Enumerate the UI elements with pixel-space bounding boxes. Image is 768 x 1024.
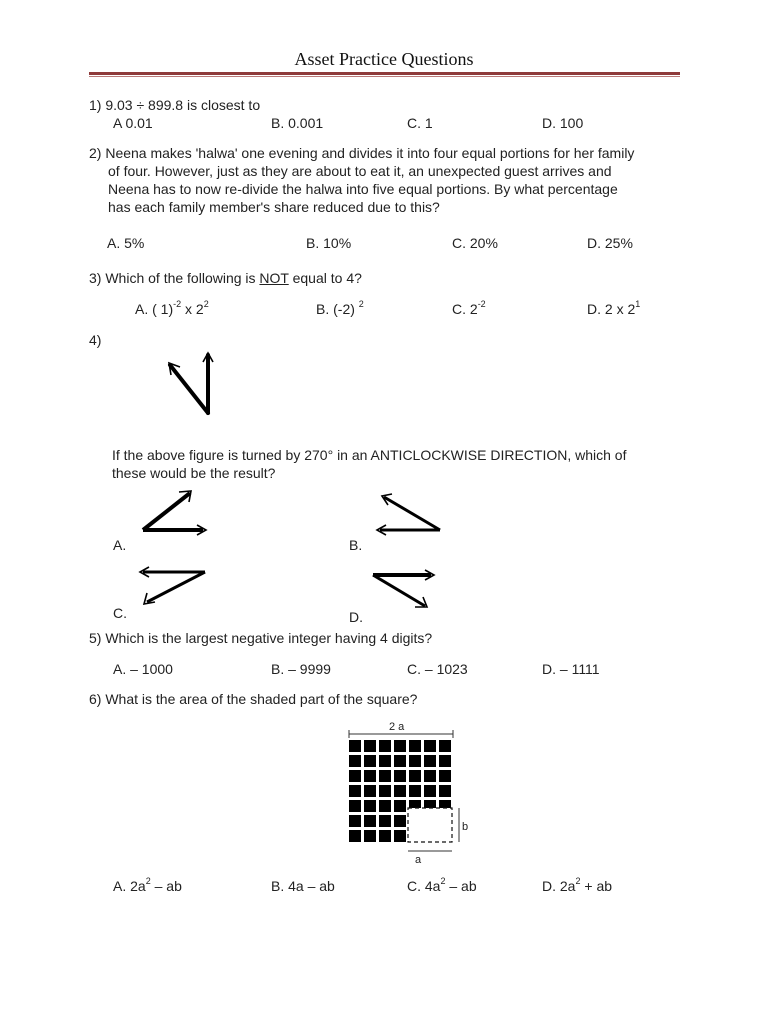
q6-grid-cell (364, 830, 376, 842)
q6-grid-cell (364, 785, 376, 797)
q6-grid-cell (349, 830, 361, 842)
q6-grid-cell (364, 740, 376, 752)
q1-question: 1) 9.03 ÷ 899.8 is closest to (89, 97, 261, 113)
q6-grid-cell (424, 785, 436, 797)
q6-grid-cell (424, 770, 436, 782)
q4-source-diagonal (170, 365, 208, 413)
q6-grid-cell (379, 830, 391, 842)
q2-line-1: 2) Neena makes 'halwa' one evening and divides it into four equal portions for her family (89, 145, 635, 161)
q4-c-diagonal (147, 572, 205, 602)
q4-option-a-label: A. (113, 537, 127, 553)
q6-d-pre: D. 2a (542, 878, 576, 894)
title-rule-thin (89, 76, 680, 77)
q6-bottom-label: a (415, 854, 422, 866)
q6-grid-cell (409, 755, 421, 767)
q6-grid-cell (439, 770, 451, 782)
q6-grid-cell (394, 830, 406, 842)
q6-c-exp: 2 (440, 876, 446, 887)
q1-option-c: C. 1 (407, 115, 433, 131)
q6-option-b: B. 4a – ab (271, 878, 335, 894)
q3-question (89, 269, 362, 287)
q3-a-exp2: 2 (203, 299, 209, 310)
q3-c-exp: -2 (477, 299, 486, 310)
q6-grid-cell (394, 740, 406, 752)
q2-option-c: C. 20% (452, 235, 498, 251)
q5-option-a: A. – 1000 (113, 661, 173, 677)
q6-grid-cell (409, 770, 421, 782)
q4-b-diagonal (384, 497, 440, 530)
q6-grid-cell (364, 815, 376, 827)
q6-top-label: 2 a (389, 721, 405, 733)
q2-option-d: D. 25% (587, 235, 633, 251)
q6-grid-cell (394, 815, 406, 827)
q3-a-mid: x 2 (181, 301, 204, 317)
q3-emphasis: NOT (259, 270, 289, 286)
q2-line-3: Neena has to now re-divide the halwa into five equal portions. By what percentage (108, 181, 618, 197)
q6-c-pre: C. 4a (407, 878, 441, 894)
q3-a-exp1: -2 (173, 299, 182, 310)
q6-grid-cell (409, 785, 421, 797)
q6-side-label: b (462, 821, 469, 833)
q6-grid-cell (379, 740, 391, 752)
q6-square-figure (297, 718, 473, 868)
q6-grid-cell (349, 815, 361, 827)
q6-grid-cell (349, 740, 361, 752)
q5-option-d: D. – 1111 (542, 661, 600, 677)
q6-grid-cell (379, 785, 391, 797)
q1-option-d: D. 100 (542, 115, 584, 131)
q2-option-a: A. 5% (107, 235, 145, 251)
q6-a-pre: A. 2a (113, 878, 146, 894)
q6-grid-cell (394, 755, 406, 767)
q2-line-4: has each family member's share reduced due to this? (108, 199, 440, 215)
q2-line-2: of four. However, just as they are about to eat it, an unexpected guest arrives and (108, 163, 612, 179)
q4-d-diagonal (373, 575, 425, 606)
q6-grid-cell (424, 755, 436, 767)
q6-grid-cell (349, 770, 361, 782)
q6-grid-cell (439, 785, 451, 797)
q4-number: 4) (89, 332, 102, 348)
q4-option-c-label: C. (113, 605, 127, 621)
q4-line-2: these would be the result? (112, 465, 276, 481)
q4-option-b-label: B. (349, 537, 363, 553)
q4-option-d-label: D. (349, 609, 363, 625)
q4-option-c-figure (135, 562, 215, 617)
q3-b-base: B. (-2) (316, 301, 359, 317)
q1-option-a: A 0.01 (113, 115, 153, 131)
q6-grid-cell (379, 755, 391, 767)
q6-d-exp: 2 (575, 876, 581, 887)
q6-question: 6) What is the area of the shaded part of the square? (89, 691, 418, 707)
q5-question: 5) Which is the largest negative integer having 4 digits? (89, 630, 433, 646)
q4-option-b-figure (370, 485, 450, 540)
q6-grid-cell (379, 815, 391, 827)
q6-unshaded-rect (408, 808, 452, 842)
q6-grid-cell (364, 770, 376, 782)
q3-option-b (316, 300, 364, 318)
title-rule (89, 72, 680, 75)
q3-d-exp: 1 (635, 299, 641, 310)
q6-a-exp: 2 (145, 876, 151, 887)
q6-grid-cell (394, 770, 406, 782)
q6-grid-cell (379, 770, 391, 782)
q6-grid-cell (349, 755, 361, 767)
q5-option-c: C. – 1023 (407, 661, 468, 677)
q6-grid-cell (424, 740, 436, 752)
q4-option-d-figure (365, 560, 445, 615)
q6-a-post: – ab (150, 878, 182, 894)
q3-prefix: 3) Which of the following is (89, 270, 260, 286)
q6-grid-cell (394, 800, 406, 812)
q6-grid-cell (394, 785, 406, 797)
q6-grid-cell (379, 800, 391, 812)
q6-option-a (113, 877, 182, 895)
q3-b-exp: 2 (358, 299, 364, 310)
q5-option-b: B. – 9999 (271, 661, 331, 677)
q6-grid-cell (439, 755, 451, 767)
q6-option-d (542, 877, 612, 895)
q3-d-base: D. 2 x 2 (587, 301, 636, 317)
q4-source-figure (160, 345, 230, 425)
q4-line-1: If the above figure is turned by 270° in an ANTICLOCKWISE DIRECTION, which of (112, 447, 627, 463)
page-title: Asset Practice Questions (294, 49, 474, 69)
q3-option-a (135, 300, 209, 318)
q6-grid-cell (364, 755, 376, 767)
q6-grid-cell (349, 785, 361, 797)
q4-a-diagonal (143, 493, 190, 530)
q6-grid-cell (439, 740, 451, 752)
q6-option-c (407, 877, 477, 895)
q6-grid-cell (409, 740, 421, 752)
q1-option-b: B. 0.001 (271, 115, 324, 131)
q3-suffix: equal to 4? (288, 270, 362, 286)
q3-a-base: A. ( 1) (135, 301, 174, 317)
q6-d-post: + ab (580, 878, 613, 894)
q2-option-b: B. 10% (306, 235, 352, 251)
q4-option-a-figure (135, 485, 215, 540)
q3-option-c (452, 300, 486, 318)
q3-option-d (587, 300, 640, 318)
q6-grid-cell (364, 800, 376, 812)
q6-grid-cell (349, 800, 361, 812)
q3-c-base: C. 2 (452, 301, 478, 317)
q6-c-post: – ab (445, 878, 477, 894)
